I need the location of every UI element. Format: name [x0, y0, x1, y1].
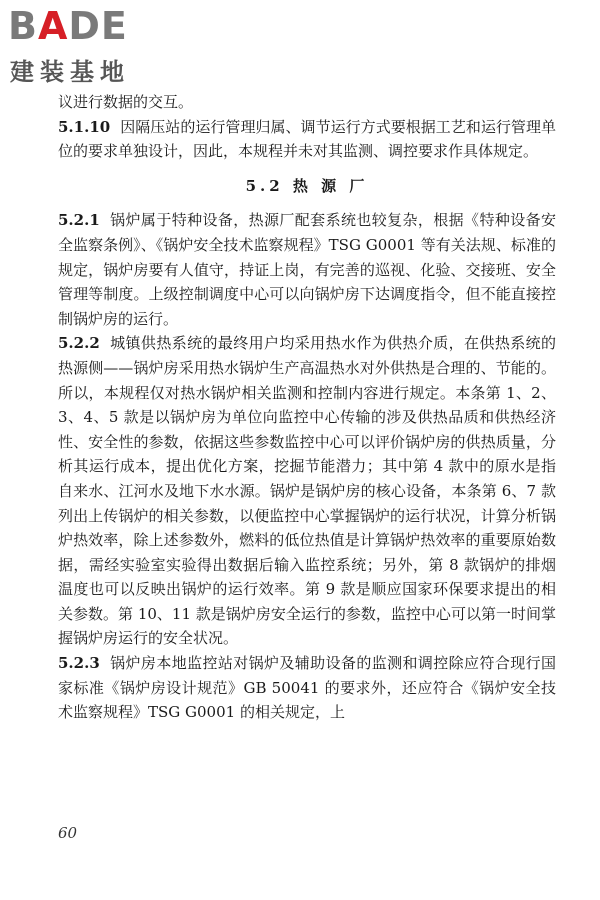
paragraph-continuation — [58, 90, 556, 115]
paragraph-text: 因隔压站的运行管理归属、调节运行方式要根据工艺和运行管理单位的要求单独设计，因此，本规程并未对其监测、调控要求作具体规定。 — [58, 117, 556, 161]
paragraph-5-2-3 — [58, 651, 556, 725]
clause-number: 5.1.10 — [58, 117, 111, 136]
paragraph-text: 城镇供热系统的最终用户均采用热水作为供热介质，在供热系统的热源侧——锅炉房采用热水锅炉生产高温热水对外供热是合理的、节能的。所以，本规程仅对热水锅炉相关监测和控制内容进行规定。本条第 1、2、3、4、5 款是以锅炉房为单位向监控中心传输的涉及供热品质和供热经济性、安全性的参数，依据这些参数监控中心可以评价锅炉房的供热质量，分析其运行成本，提出优化方案，挖掘节能潜力；其中第 4 款中的原水是指自来水、江河水及地下水水源。锅炉是锅炉房的核心设备，本条第 6、7 款列出上传锅炉的相关参数，以便监控中心掌握锅炉的运行状况，计算分析锅炉热效率，除上述参数外，燃料的低位热值是计算锅炉热效率的重要原始数据，需经实验室实验得出数据后输入监控系统；另外，第 8 款锅炉的排烟温度也可以反映出锅炉的运行效率。第 9 款是顺应国家环保要求提出的相关参数。第 10、11 款是锅炉房安全运行的参数，监控中心可以第一时间掌握锅炉房运行的安全状况。 — [58, 334, 556, 648]
logo-subtitle: 建装基地 — [10, 58, 130, 86]
paragraph-text: 议进行数据的交互。 — [58, 93, 194, 111]
logo-letter-a: A — [37, 4, 69, 48]
clause-number: 5.2.3 — [58, 654, 100, 673]
brand-logo — [8, 6, 178, 90]
paragraph-text: 锅炉属于特种设备，热源厂配套系统也较复杂，根据《特种设备安全监察条例》、《锅炉安全技术监察规程》TSG G0001 等有关法规、标准的规定，锅炉房要有人值守，持证上岗，有完善的巡视、化验、交接班、安全管理等制度。上级控制调度中心可以向锅炉房下达调度指令，但不能直接控制锅炉房的运行。 — [58, 211, 556, 328]
clause-number: 5.2.2 — [58, 334, 100, 353]
logo-wordmark — [8, 6, 128, 46]
paragraph-5-2-1 — [58, 208, 556, 331]
paragraph-5-1-10 — [58, 115, 556, 164]
clause-number: 5.2.1 — [58, 211, 100, 230]
paragraph-text: 锅炉房本地监控站对锅炉及辅助设备的监测和调控除应符合现行国家标准《锅炉房设计规范》GB 50041 的要求外，还应符合《锅炉安全技术监察规程》TSG G0001 的相关规定，上 — [58, 654, 556, 722]
section-heading: 5.2 热 源 厂 — [245, 176, 369, 195]
logo-letter-b: B — [8, 4, 38, 48]
page-number: 60 — [58, 824, 78, 842]
document-body — [58, 90, 556, 725]
paragraph-5-2-2 — [58, 331, 556, 651]
logo-letters-de: DE — [68, 4, 128, 48]
